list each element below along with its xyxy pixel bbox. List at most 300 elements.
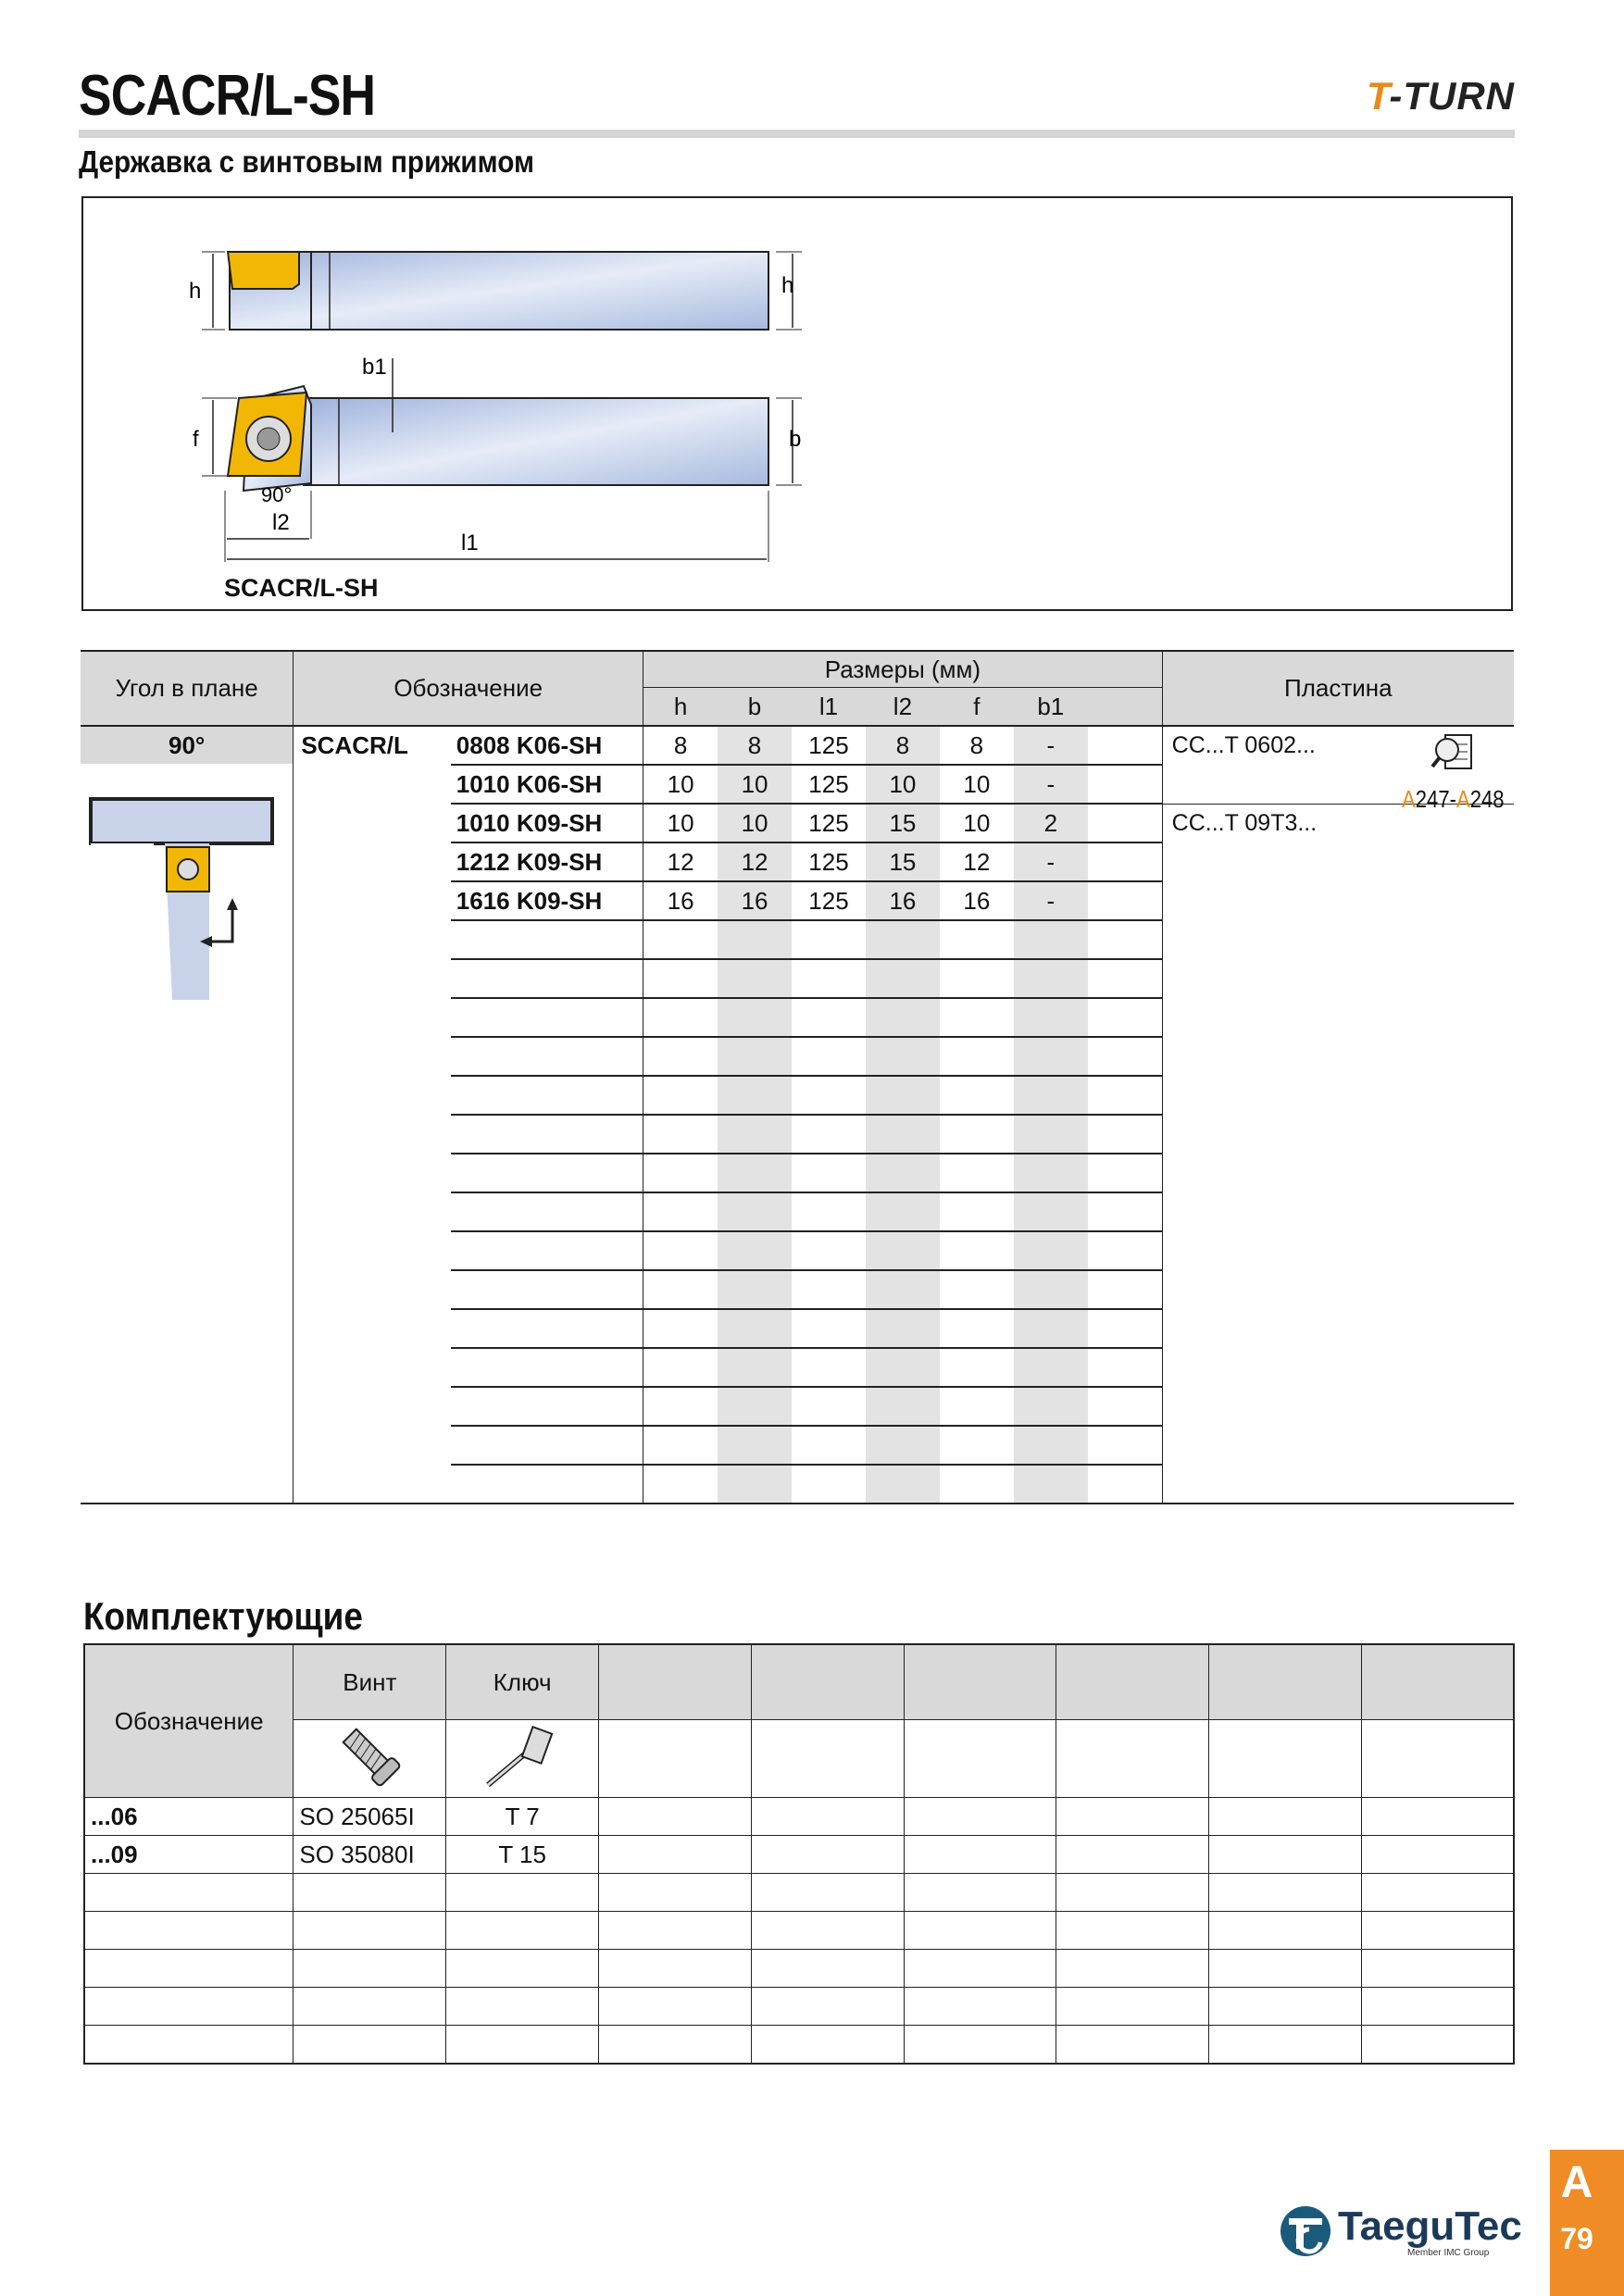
component-empty-cell bbox=[1056, 1798, 1209, 1836]
dim-value: 10 bbox=[940, 765, 1014, 804]
dim-value: 16 bbox=[643, 881, 718, 920]
dim-value bbox=[940, 1465, 1014, 1504]
holder-rows bbox=[81, 726, 1514, 1504]
dim-value bbox=[792, 1154, 866, 1192]
dim-value bbox=[866, 998, 940, 1037]
family-cell bbox=[294, 726, 451, 1504]
dim-value: 12 bbox=[643, 842, 718, 881]
t-turn-logo bbox=[1367, 74, 1515, 119]
dim-value bbox=[1014, 1154, 1088, 1192]
dim-value bbox=[643, 1192, 718, 1231]
drawing-caption: SCACR/L-SH bbox=[224, 574, 379, 602]
screw-code bbox=[294, 1988, 446, 2026]
dim-value bbox=[792, 1037, 866, 1076]
component-empty-cell bbox=[599, 1874, 752, 1912]
dim-value bbox=[940, 998, 1014, 1037]
dim-value bbox=[643, 1270, 718, 1309]
dim-empty-cell bbox=[1088, 726, 1162, 765]
dim-value bbox=[718, 1231, 792, 1270]
dim-value bbox=[940, 1076, 1014, 1115]
component-empty-cell bbox=[751, 2026, 904, 2065]
dim-value bbox=[866, 1426, 940, 1465]
screw-code bbox=[294, 1912, 446, 1950]
component-empty-cell bbox=[904, 1988, 1056, 2026]
page-subtitle: Державка с винтовым прижимом bbox=[79, 144, 534, 179]
dim-value bbox=[940, 1387, 1014, 1426]
key-code: T 15 bbox=[446, 1836, 599, 1874]
component-empty-cell bbox=[599, 1950, 752, 1988]
dim-value bbox=[643, 1426, 718, 1465]
component-empty-cell bbox=[904, 1874, 1056, 1912]
col-header-dimensions: Размеры (мм) bbox=[643, 651, 1163, 688]
dim-value: 125 bbox=[792, 881, 866, 920]
brand-rest: -TURN bbox=[1389, 74, 1515, 118]
screw-icon bbox=[332, 1720, 406, 1791]
screw-code bbox=[294, 2026, 446, 2065]
dim-value: 12 bbox=[718, 842, 792, 881]
dim-value bbox=[792, 1309, 866, 1348]
component-empty-cell bbox=[1361, 1836, 1514, 1874]
item-code bbox=[451, 1154, 643, 1192]
dim-empty-cell bbox=[1088, 842, 1162, 881]
dim-value bbox=[718, 1465, 792, 1504]
component-empty-cell bbox=[904, 1912, 1056, 1950]
dim-value: 8 bbox=[718, 726, 792, 765]
logo-subtitle: Member IMC Group bbox=[1407, 2248, 1490, 2258]
dim-empty-cell bbox=[1088, 765, 1162, 804]
dim-value bbox=[792, 1426, 866, 1465]
dim-value bbox=[1014, 1037, 1088, 1076]
component-empty-cell bbox=[751, 1950, 904, 1988]
component-empty-cell bbox=[599, 2026, 752, 2065]
item-code bbox=[451, 1348, 643, 1387]
torx-key-icon bbox=[481, 1720, 564, 1791]
dim-value bbox=[1014, 1426, 1088, 1465]
dim-value bbox=[1014, 1270, 1088, 1309]
dim-value bbox=[792, 1465, 866, 1504]
holder-spec-table bbox=[81, 650, 1514, 1504]
component-empty-cell bbox=[1056, 1950, 1209, 1988]
dim-value bbox=[718, 1426, 792, 1465]
dim-value bbox=[940, 959, 1014, 998]
dim-value bbox=[1014, 1309, 1088, 1348]
dim-empty-cell bbox=[1088, 1348, 1162, 1387]
dim-value: 10 bbox=[718, 765, 792, 804]
item-code: 1010 K06-SH bbox=[451, 765, 643, 804]
dim-value bbox=[792, 1270, 866, 1309]
insert-cell bbox=[1162, 1037, 1514, 1076]
key-code bbox=[446, 1874, 599, 1912]
dim-value bbox=[940, 1231, 1014, 1270]
dim-value: 10 bbox=[718, 804, 792, 842]
component-row bbox=[84, 1874, 1514, 1912]
insert-cell bbox=[1162, 1465, 1514, 1504]
catalog-lookup-icon bbox=[1430, 731, 1477, 774]
dim-value bbox=[866, 1115, 940, 1154]
dim-value bbox=[643, 1231, 718, 1270]
component-rows bbox=[84, 1798, 1514, 2065]
acc-header-empty bbox=[1209, 1644, 1362, 1720]
dim-value bbox=[718, 1154, 792, 1192]
section-tab bbox=[1550, 2150, 1624, 2296]
dim-value: 12 bbox=[940, 842, 1014, 881]
component-empty-cell bbox=[1209, 1912, 1362, 1950]
acc-header-empty bbox=[1361, 1644, 1514, 1720]
dim-value: 16 bbox=[718, 881, 792, 920]
component-row bbox=[84, 1798, 1514, 1836]
dim-value bbox=[866, 959, 940, 998]
dim-value bbox=[866, 1387, 940, 1426]
dim-value: 10 bbox=[866, 765, 940, 804]
dim-value: 2 bbox=[1014, 804, 1088, 842]
key-image-cell bbox=[446, 1720, 599, 1798]
screw-code bbox=[294, 1950, 446, 1988]
dim-value bbox=[718, 1348, 792, 1387]
item-code bbox=[451, 959, 643, 998]
dim-value: 10 bbox=[643, 765, 718, 804]
dim-value bbox=[643, 1309, 718, 1348]
component-code bbox=[84, 1912, 294, 1950]
screw-code bbox=[294, 1874, 446, 1912]
dim-empty-cell bbox=[1088, 1192, 1162, 1231]
dim-value bbox=[940, 1309, 1014, 1348]
component-empty-cell bbox=[1209, 2026, 1362, 2065]
dim-value bbox=[643, 1348, 718, 1387]
component-code bbox=[84, 1950, 294, 1988]
component-empty-cell bbox=[1209, 1836, 1362, 1874]
component-empty-cell bbox=[1056, 1988, 1209, 2026]
component-empty-cell bbox=[751, 1798, 904, 1836]
dim-value bbox=[1014, 920, 1088, 959]
page-ref-number-1: 247- bbox=[1415, 785, 1456, 813]
dim-value bbox=[1014, 959, 1088, 998]
dim-value bbox=[718, 1037, 792, 1076]
dim-header-empty bbox=[1088, 688, 1162, 727]
item-code bbox=[451, 998, 643, 1037]
dim-value: 16 bbox=[940, 881, 1014, 920]
dim-empty-cell bbox=[1088, 920, 1162, 959]
dim-header-b: b bbox=[718, 688, 792, 727]
dim-header-l1: l1 bbox=[792, 688, 866, 727]
component-code: ...06 bbox=[84, 1798, 294, 1836]
dim-value: - bbox=[1014, 765, 1088, 804]
acc-header-screw: Винт bbox=[294, 1644, 446, 1720]
insert-cell bbox=[1162, 1309, 1514, 1348]
dim-value bbox=[792, 998, 866, 1037]
dim-value bbox=[792, 1387, 866, 1426]
component-empty-cell bbox=[904, 1950, 1056, 1988]
dim-value bbox=[643, 1076, 718, 1115]
dim-value bbox=[940, 1192, 1014, 1231]
dim-value bbox=[718, 1192, 792, 1231]
insert-cell bbox=[1162, 842, 1514, 881]
dim-value bbox=[866, 1270, 940, 1309]
dim-empty-cell bbox=[1088, 1076, 1162, 1115]
dim-empty-cell bbox=[1088, 1270, 1162, 1309]
dim-value bbox=[792, 1192, 866, 1231]
dim-value bbox=[1014, 1076, 1088, 1115]
taegutec-logo-text: TaeguTec bbox=[1338, 2203, 1522, 2249]
dim-value bbox=[792, 1348, 866, 1387]
family-name: SCACR/L bbox=[301, 731, 408, 759]
acc-header-empty bbox=[599, 1644, 752, 1720]
dim-empty-cell bbox=[1088, 1231, 1162, 1270]
page-title: SCACR/L-SH bbox=[79, 64, 376, 128]
dim-value: 10 bbox=[940, 804, 1014, 842]
component-row bbox=[84, 1988, 1514, 2026]
item-code bbox=[451, 1037, 643, 1076]
item-code bbox=[451, 1115, 643, 1154]
insert-cell bbox=[1162, 920, 1514, 959]
dim-value: 125 bbox=[792, 726, 866, 765]
dim-value bbox=[718, 959, 792, 998]
dim-value bbox=[643, 1387, 718, 1426]
acc-empty-cell bbox=[1361, 1720, 1514, 1798]
dim-value bbox=[643, 1465, 718, 1504]
dim-value bbox=[792, 1231, 866, 1270]
dim-value bbox=[1014, 1192, 1088, 1231]
dim-value: 10 bbox=[643, 804, 718, 842]
col-header-angle: Угол в плане bbox=[81, 651, 294, 726]
dim-value: 8 bbox=[866, 726, 940, 765]
dim-value: 8 bbox=[940, 726, 1014, 765]
acc-empty-cell bbox=[751, 1720, 904, 1798]
dim-value bbox=[643, 1037, 718, 1076]
dim-header-h: h bbox=[643, 688, 718, 727]
insert-page-ref bbox=[1402, 785, 1505, 814]
dim-label-h-left: h bbox=[189, 279, 202, 304]
acc-empty-cell bbox=[599, 1720, 752, 1798]
dim-header-b1: b1 bbox=[1014, 688, 1088, 727]
component-empty-cell bbox=[599, 1988, 752, 2026]
dim-label-f: f bbox=[193, 427, 199, 452]
dim-value bbox=[940, 1426, 1014, 1465]
dim-header-f: f bbox=[940, 688, 1014, 727]
dim-value bbox=[718, 1387, 792, 1426]
dim-value bbox=[792, 920, 866, 959]
insert-cell bbox=[1162, 1348, 1514, 1387]
component-row bbox=[84, 1836, 1514, 1874]
dim-value: 125 bbox=[792, 765, 866, 804]
item-code bbox=[451, 1465, 643, 1504]
dim-empty-cell bbox=[1088, 1465, 1162, 1504]
acc-header-empty bbox=[751, 1644, 904, 1720]
acc-header-key: Ключ bbox=[446, 1644, 599, 1720]
item-code: 1010 K09-SH bbox=[451, 804, 643, 842]
item-code: 1616 K09-SH bbox=[451, 881, 643, 920]
component-empty-cell bbox=[1361, 2026, 1514, 2065]
insert-cell bbox=[1162, 998, 1514, 1037]
key-code: T 7 bbox=[446, 1798, 599, 1836]
acc-empty-cell bbox=[1056, 1720, 1209, 1798]
dim-value bbox=[940, 1037, 1014, 1076]
dim-empty-cell bbox=[1088, 1309, 1162, 1348]
component-empty-cell bbox=[904, 1836, 1056, 1874]
col-header-insert: Пластина bbox=[1162, 651, 1514, 726]
acc-header-empty bbox=[1056, 1644, 1209, 1720]
acc-empty-cell bbox=[904, 1720, 1056, 1798]
dim-value bbox=[643, 959, 718, 998]
insert-cell bbox=[1162, 1076, 1514, 1115]
item-code bbox=[451, 1309, 643, 1348]
holder-drawing bbox=[81, 196, 1513, 611]
header-rule bbox=[79, 130, 1515, 138]
dim-value bbox=[866, 920, 940, 959]
insert-cell bbox=[1162, 1192, 1514, 1231]
dim-value bbox=[866, 1231, 940, 1270]
dim-value bbox=[866, 1465, 940, 1504]
taegutec-logo-mark bbox=[1278, 2203, 1333, 2259]
insert-cell bbox=[1162, 1231, 1514, 1270]
dim-value bbox=[718, 998, 792, 1037]
approach-angle-icon bbox=[89, 792, 283, 1004]
dim-value bbox=[718, 1076, 792, 1115]
insert-cell bbox=[1162, 1115, 1514, 1154]
item-code bbox=[451, 1426, 643, 1465]
angle-label: 90° bbox=[261, 483, 293, 506]
dim-value bbox=[940, 1115, 1014, 1154]
dim-empty-cell bbox=[1088, 998, 1162, 1037]
component-empty-cell bbox=[599, 1798, 752, 1836]
dim-value bbox=[643, 1154, 718, 1192]
component-empty-cell bbox=[1361, 1798, 1514, 1836]
component-empty-cell bbox=[1209, 1874, 1362, 1912]
page-number: 79 bbox=[1560, 2222, 1593, 2255]
components-title: Комплектующие bbox=[83, 1594, 363, 1638]
dim-empty-cell bbox=[1088, 1115, 1162, 1154]
key-code bbox=[446, 2026, 599, 2065]
component-empty-cell bbox=[1361, 1912, 1514, 1950]
acc-header-designation: Обозначение bbox=[84, 1644, 294, 1798]
dim-value bbox=[1014, 1115, 1088, 1154]
component-empty-cell bbox=[1056, 2026, 1209, 2065]
dim-value bbox=[866, 1076, 940, 1115]
brand-prefix: T bbox=[1367, 74, 1390, 118]
component-code bbox=[84, 2026, 294, 2065]
insert-cell bbox=[1162, 1426, 1514, 1465]
dim-value bbox=[718, 1309, 792, 1348]
dim-empty-cell bbox=[1088, 1037, 1162, 1076]
dim-label-b1: b1 bbox=[362, 355, 387, 380]
col-header-designation: Обозначение bbox=[294, 651, 643, 726]
dim-value bbox=[940, 1348, 1014, 1387]
insert-cell bbox=[1162, 1387, 1514, 1426]
dim-label-b: b bbox=[789, 427, 802, 452]
components-table bbox=[83, 1643, 1515, 2065]
insert-cell bbox=[1162, 881, 1514, 920]
dim-value: - bbox=[1014, 726, 1088, 765]
dim-value bbox=[643, 998, 718, 1037]
item-code bbox=[451, 1192, 643, 1231]
component-empty-cell bbox=[751, 1836, 904, 1874]
component-code bbox=[84, 1988, 294, 2026]
dim-empty-cell bbox=[1088, 1154, 1162, 1192]
dim-value bbox=[718, 1115, 792, 1154]
top-view bbox=[193, 355, 802, 562]
dim-value bbox=[940, 1270, 1014, 1309]
component-empty-cell bbox=[1209, 1950, 1362, 1988]
section-letter: A bbox=[1560, 2158, 1593, 2207]
screw-code: SO 35080I bbox=[294, 1836, 446, 1874]
insert-cell bbox=[1162, 959, 1514, 998]
dim-value: - bbox=[1014, 842, 1088, 881]
item-code bbox=[451, 1387, 643, 1426]
dim-value bbox=[792, 1076, 866, 1115]
side-view bbox=[189, 252, 802, 330]
dim-value: 125 bbox=[792, 842, 866, 881]
dim-empty-cell bbox=[1088, 804, 1162, 842]
item-code bbox=[451, 1231, 643, 1270]
component-empty-cell bbox=[904, 1798, 1056, 1836]
item-code bbox=[451, 920, 643, 959]
component-empty-cell bbox=[1056, 1836, 1209, 1874]
table-row bbox=[81, 726, 1514, 765]
component-code bbox=[84, 1874, 294, 1912]
component-empty-cell bbox=[1361, 1874, 1514, 1912]
dim-value bbox=[940, 1154, 1014, 1192]
dim-value bbox=[866, 1037, 940, 1076]
screw-image-cell bbox=[294, 1720, 446, 1798]
dim-empty-cell bbox=[1088, 1426, 1162, 1465]
dim-value bbox=[1014, 1387, 1088, 1426]
screw-code: SO 25065I bbox=[294, 1798, 446, 1836]
dim-label-l2: l2 bbox=[272, 510, 290, 535]
insert-cell: CC...T 09T3... bbox=[1171, 809, 1318, 836]
dim-label-h-right: h bbox=[781, 273, 794, 298]
dim-value bbox=[792, 959, 866, 998]
dim-value bbox=[1014, 1231, 1088, 1270]
dim-value bbox=[718, 920, 792, 959]
item-code bbox=[451, 1270, 643, 1309]
dim-value: 15 bbox=[866, 842, 940, 881]
component-empty-cell bbox=[904, 2026, 1056, 2065]
component-empty-cell bbox=[1056, 1874, 1209, 1912]
dim-value bbox=[792, 1115, 866, 1154]
item-code bbox=[451, 1076, 643, 1115]
component-row bbox=[84, 1912, 1514, 1950]
dim-value bbox=[866, 1154, 940, 1192]
component-empty-cell bbox=[751, 1988, 904, 2026]
page-ref-number-2: 248 bbox=[1469, 785, 1505, 813]
item-code: 0808 K06-SH bbox=[451, 726, 643, 765]
dim-value bbox=[643, 1115, 718, 1154]
component-row bbox=[84, 1950, 1514, 1988]
insert-cell bbox=[1162, 1154, 1514, 1192]
dim-value: 8 bbox=[643, 726, 718, 765]
dim-value bbox=[866, 1348, 940, 1387]
dim-header-l2: l2 bbox=[866, 688, 940, 727]
dim-value bbox=[1014, 1465, 1088, 1504]
acc-empty-cell bbox=[1209, 1720, 1362, 1798]
key-code bbox=[446, 1950, 599, 1988]
dim-value bbox=[866, 1192, 940, 1231]
dim-value bbox=[1014, 998, 1088, 1037]
dim-value bbox=[1014, 1348, 1088, 1387]
component-code: ...09 bbox=[84, 1836, 294, 1874]
page-ref-letter-1: A bbox=[1402, 785, 1416, 813]
dim-value bbox=[940, 920, 1014, 959]
component-empty-cell bbox=[1056, 1912, 1209, 1950]
component-row bbox=[84, 2026, 1514, 2065]
key-code bbox=[446, 1912, 599, 1950]
component-empty-cell bbox=[599, 1836, 752, 1874]
key-code bbox=[446, 1988, 599, 2026]
dim-value bbox=[718, 1270, 792, 1309]
component-empty-cell bbox=[751, 1912, 904, 1950]
item-code: 1212 K09-SH bbox=[451, 842, 643, 881]
component-empty-cell bbox=[751, 1874, 904, 1912]
component-empty-cell bbox=[1209, 1988, 1362, 2026]
